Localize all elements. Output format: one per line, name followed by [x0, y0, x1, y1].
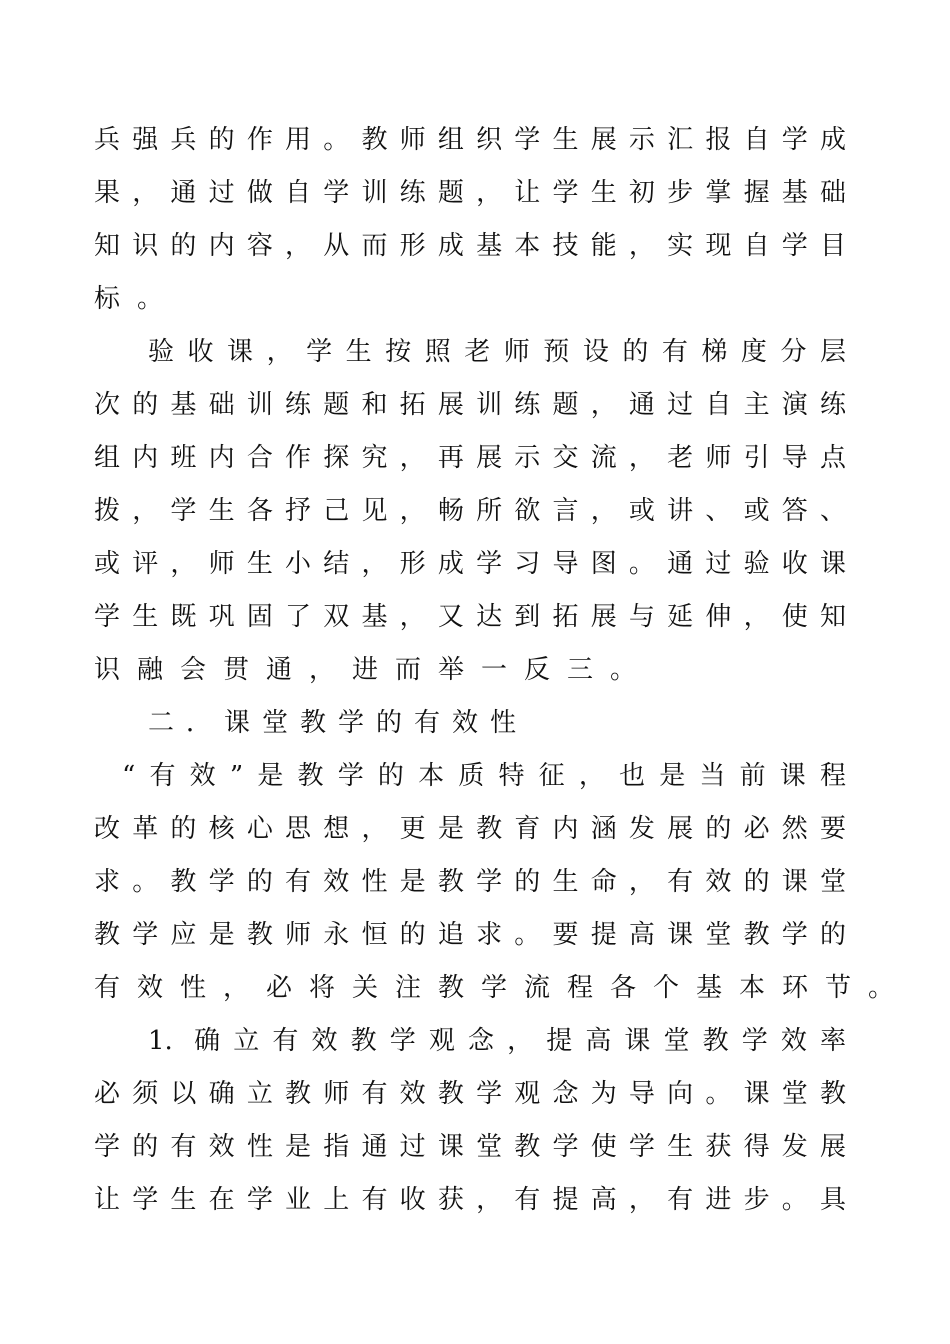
text-line-13: “有效”是教学的本质特征，也是当前课程 [122, 761, 846, 791]
text-line-16: 教学应是教师永恒的追求。要提高课堂教学的 [94, 920, 846, 950]
text-line-2: 果，通过做自学训练题，让学生初步掌握基础 [94, 178, 846, 208]
text-line-3: 知识的内容，从而形成基本技能，实现自学目 [94, 231, 846, 261]
section-heading: 二．课堂教学的有效性 [148, 708, 529, 738]
text-line-15: 求。教学的有效性是教学的生命，有效的课堂 [94, 867, 846, 897]
subheading-line: 1. 确立有效教学观念，提高课堂教学效率 [148, 1026, 846, 1056]
text-line-6: 次的基础训练题和拓展训练题，通过自主演练 [94, 390, 846, 420]
text-line-7: 组内班内合作探究，再展示交流，老师引导点 [94, 443, 846, 473]
text-line-4: 标。 [94, 284, 181, 314]
text-line-11: 识融会贯通，进而举一反三。 [94, 655, 654, 685]
text-line-1: 兵强兵的作用。教师组织学生展示汇报自学成 [94, 125, 846, 155]
text-line-10: 学生既巩固了双基，又达到拓展与延伸，使知 [94, 602, 846, 632]
text-line-17: 有效性，必将关注教学流程各个基本环节。 [94, 973, 912, 1003]
text-line-20: 学的有效性是指通过课堂教学使学生获得发展 [94, 1132, 846, 1162]
text-line-8: 拨，学生各抒己见，畅所欲言，或讲、或答、 [94, 496, 846, 526]
text-line-5: 验收课，学生按照老师预设的有梯度分层 [148, 337, 846, 367]
text-line-9: 或评，师生小结，形成学习导图。通过验收课 [94, 549, 846, 579]
text-line-21: 让学生在学业上有收获，有提高，有进步。具 [94, 1185, 846, 1215]
text-line-19: 必须以确立教师有效教学观念为导向。课堂教 [94, 1079, 846, 1109]
text-line-14: 改革的核心思想，更是教育内涵发展的必然要 [94, 814, 846, 844]
